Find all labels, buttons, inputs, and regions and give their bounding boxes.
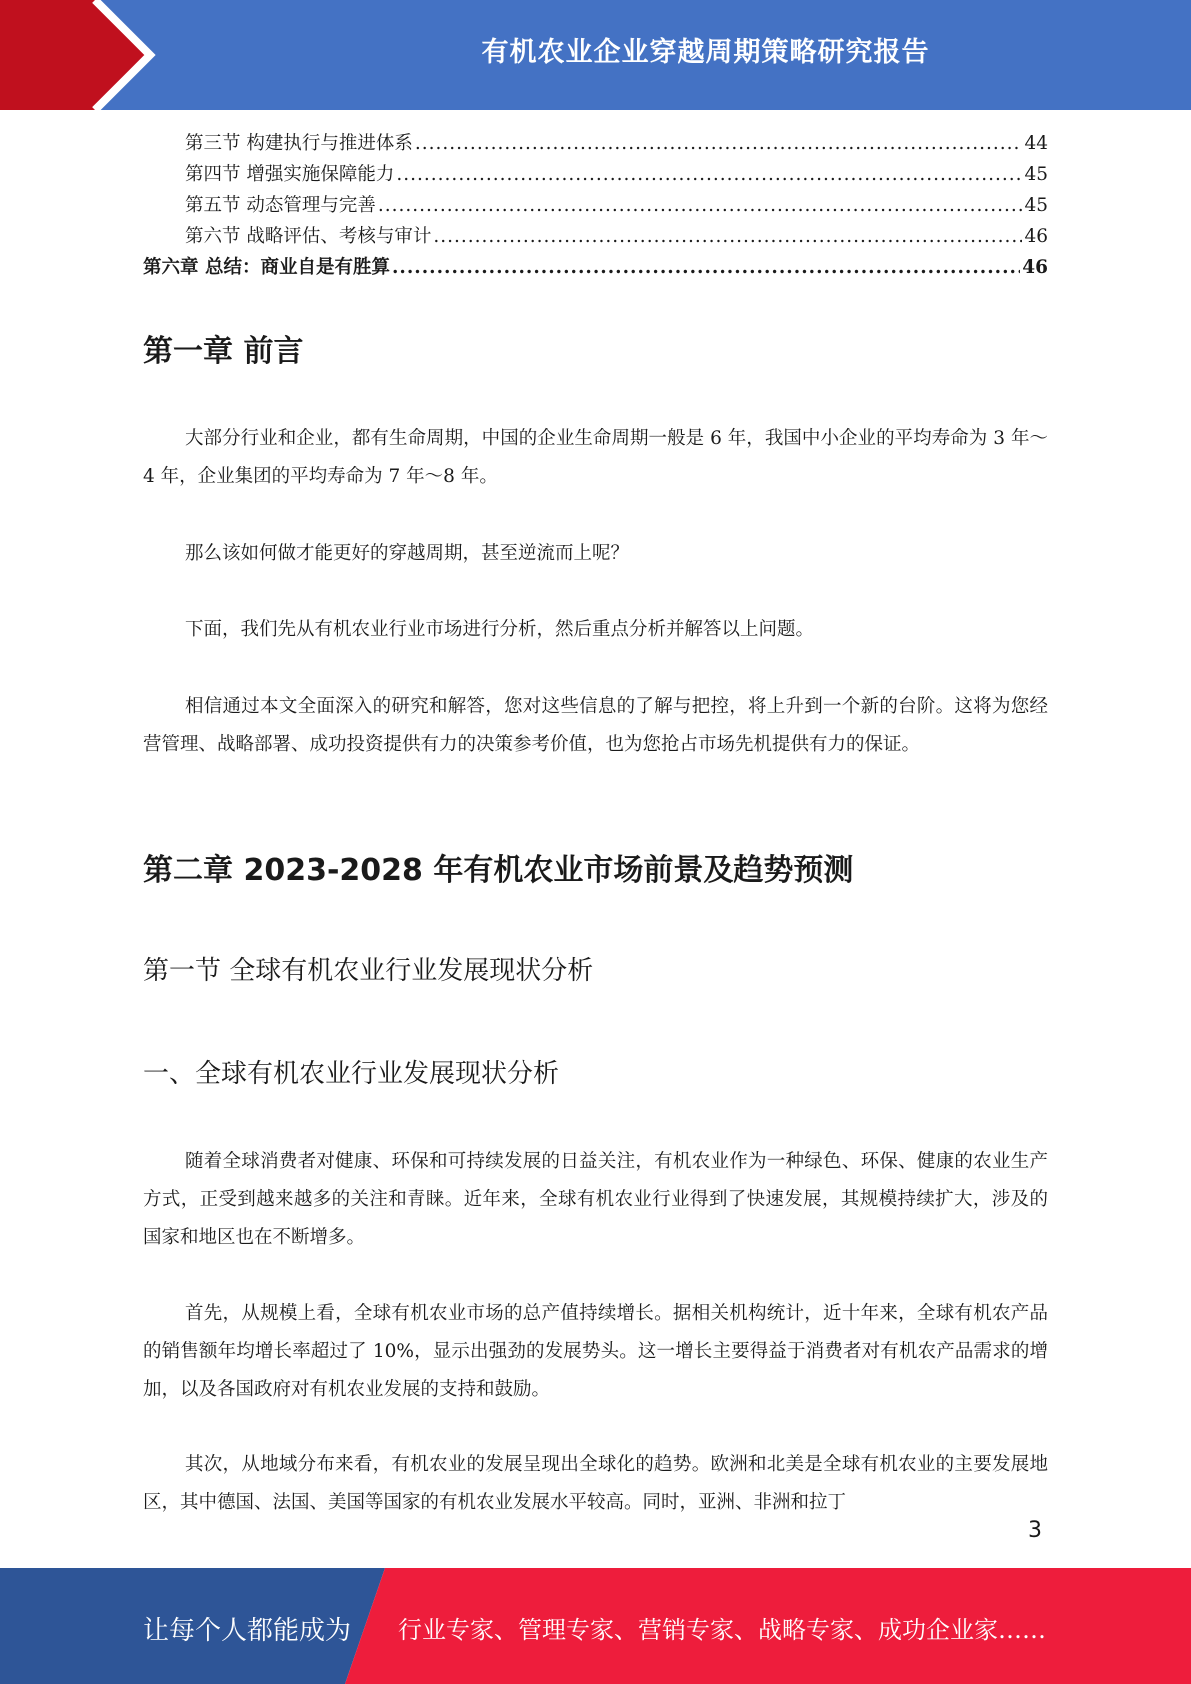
toc-entry[interactable] bbox=[143, 190, 1048, 221]
toc-entry[interactable] bbox=[143, 221, 1048, 252]
chapter-heading: 第二章 2023-2028 年有机农业市场前景及趋势预测 bbox=[143, 853, 854, 888]
toc-entry-page: 46 bbox=[1022, 257, 1048, 278]
body-paragraph: 大部分行业和企业，都有生命周期，中国的企业生命周期一般是 6 年，我国中小企业的平均寿命为 3 年～4 年，企业集团的平均寿命为 7 年～8 年。 bbox=[143, 428, 1048, 487]
toc-entry-title: 第五节 动态管理与完善 bbox=[185, 195, 376, 216]
footer-slogan-right: 行业专家、管理专家、营销专家、战略专家、成功企业家…… bbox=[398, 1616, 1046, 1644]
toc-entry[interactable] bbox=[143, 159, 1048, 190]
toc-entry-title: 第三节 构建执行与推进体系 bbox=[185, 133, 413, 154]
body-paragraph: 下面，我们先从有机农业行业市场进行分析，然后重点分析并解答以上问题。 bbox=[185, 619, 815, 640]
page-footer bbox=[0, 1568, 1191, 1684]
toc-entry-title: 第六章 总结：商业自是有胜算 bbox=[143, 257, 390, 278]
section-heading: 第一节 全球有机农业行业发展现状分析 bbox=[143, 956, 594, 986]
table-of-contents bbox=[143, 128, 1048, 283]
body-paragraph: 其次，从地域分布来看，有机农业的发展呈现出全球化的趋势。欧洲和北美是全球有机农业的主要发展地区，其中德国、法国、美国等国家的有机农业发展水平较高。同时，亚洲、非洲和拉丁 bbox=[143, 1454, 1048, 1513]
toc-leader-dots bbox=[433, 221, 1022, 252]
toc-leader-dots bbox=[415, 128, 1023, 159]
toc-entry-page: 45 bbox=[1024, 195, 1048, 216]
toc-entry-title: 第四节 增强实施保障能力 bbox=[185, 164, 395, 185]
body-paragraph: 首先，从规模上看，全球有机农业市场的总产值持续增长。据相关机构统计，近十年来，全球有机农产品的销售额年均增长率超过了 10%，显示出强劲的发展势头。这一增长主要得益于消费者对有机农产品需求的增加，以及各国政府对有机农业发展的支持和鼓励。 bbox=[143, 1303, 1048, 1400]
footer-slogan-left: 让每个人都能成为 bbox=[143, 1616, 352, 1646]
toc-chapter-entry[interactable] bbox=[143, 252, 1048, 283]
toc-entry[interactable] bbox=[143, 128, 1048, 159]
subsection-heading: 一、全球有机农业行业发展现状分析 bbox=[143, 1059, 560, 1089]
body-paragraph: 随着全球消费者对健康、环保和可持续发展的日益关注，有机农业作为一种绿色、环保、健康的农业生产方式，正受到越来越多的关注和青睐。近年来，全球有机农业行业得到了快速发展，其规模持续扩大，涉及的国家和地区也在不断增多。 bbox=[143, 1151, 1048, 1248]
toc-leader-dots bbox=[378, 190, 1023, 221]
chapter-heading: 第一章 前言 bbox=[143, 334, 304, 369]
page-header bbox=[0, 0, 1191, 110]
body-paragraph: 相信通过本文全面深入的研究和解答，您对这些信息的了解与把控，将上升到一个新的台阶。这将为您经营管理、战略部署、成功投资提供有力的决策参考价值，也为您抢占市场先机提供有力的保证。 bbox=[143, 696, 1048, 755]
page-number: 3 bbox=[1028, 1518, 1042, 1543]
toc-entry-page: 45 bbox=[1024, 164, 1048, 185]
toc-entry-page: 44 bbox=[1024, 133, 1048, 154]
report-title: 有机农业企业穿越周期策略研究报告 bbox=[481, 37, 930, 68]
body-paragraph: 那么该如何做才能更好的穿越周期，甚至逆流而上呢？ bbox=[185, 543, 630, 564]
toc-leader-dots bbox=[392, 252, 1020, 283]
toc-entry-page: 46 bbox=[1024, 226, 1048, 247]
toc-entry-title: 第六节 战略评估、考核与审计 bbox=[185, 226, 432, 247]
toc-leader-dots bbox=[396, 159, 1022, 190]
